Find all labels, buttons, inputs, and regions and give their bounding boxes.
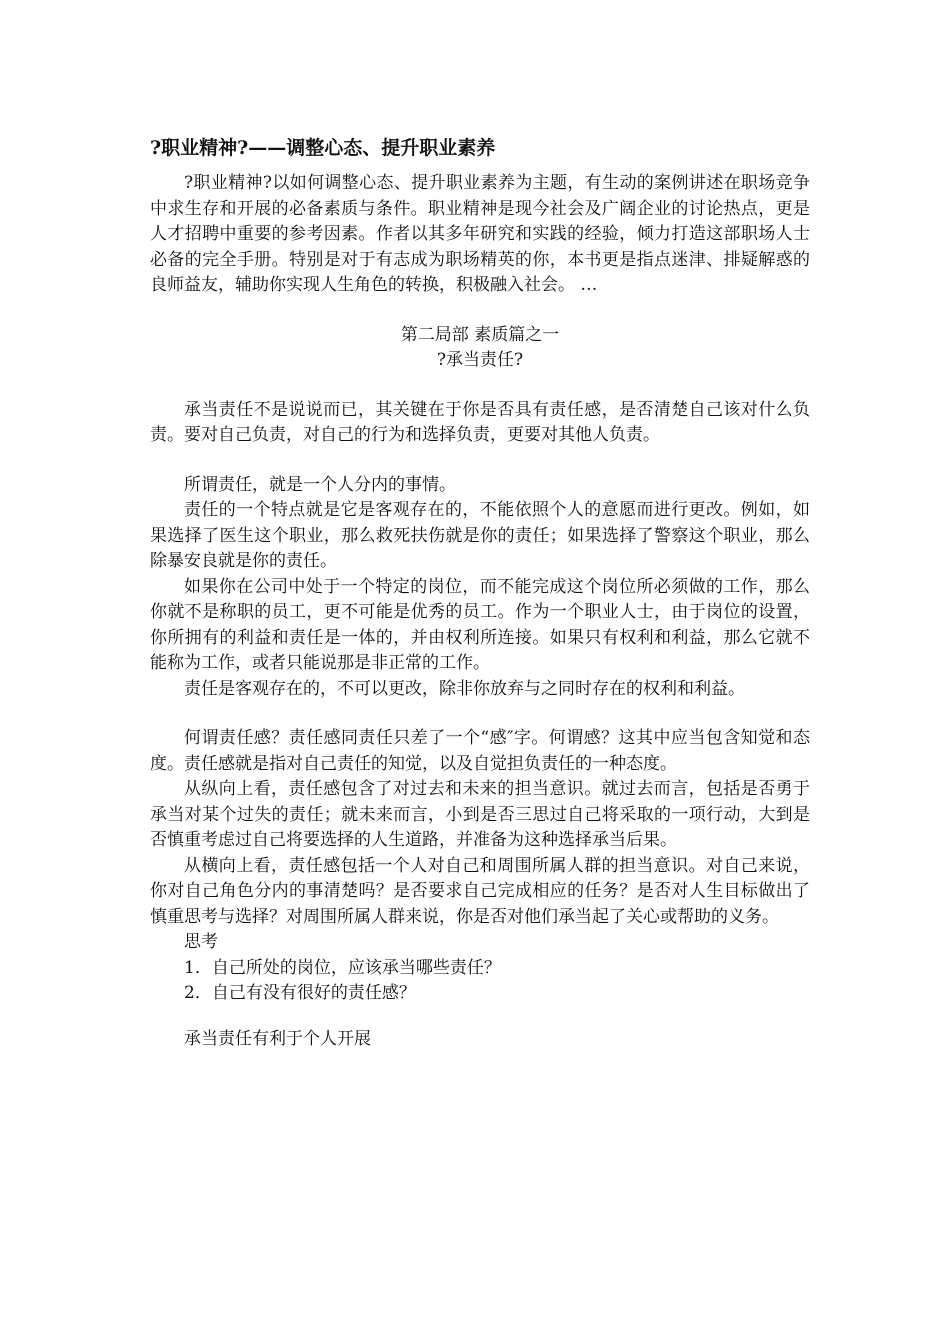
section-heading: 第二局部 素质篇之一: [400, 324, 560, 345]
document-title: ?职业精神?——调整心态、提升职业素养: [150, 137, 496, 159]
paragraph: 何谓责任感？责任感同责任只差了一个“感″字。何谓感？这其中应当包含知觉和态度。责任感就是指对自己责任的知觉，以及自觉担负责任的一种态度。: [150, 728, 810, 774]
question-item: 2．自己有没有很好的责任感？: [184, 983, 416, 1003]
paragraph: 责任的一个特点就是它是客观存在的，不能依照个人的意愿而进行更改。例如，如果选择了医生这个职业，那么救死扶伤就是你的责任；如果选择了警察这个职业，那么除暴安良就是你的责任。: [150, 500, 810, 571]
document-page: [150, 133, 810, 1052]
question-item: 1．自己所处的岗位，应该承当哪些责任？: [184, 957, 501, 978]
paragraph: 从纵向上看，责任感包含了对过去和未来的担当意识。就过去而言，包括是否勇于承当对某个过失的责任；就未来而言，小到是否三思过自己将采取的一项行动，大到是否慎重考虑过自己将要选择的人生道路，并准备为这种选择承当后果。: [150, 779, 810, 850]
paragraph: 从横向上看，责任感包括一个人对自己和周围所属人群的担当意识。对自己来说，你对自己角色分内的事清楚吗？是否要求自己完成相应的任务？是否对人生目标做出了慎重思考与选择？对周围所属人群来说，你是否对他们承当起了关心或帮助的义务。: [150, 855, 810, 927]
thinking-label: 思考: [184, 932, 218, 952]
section-subheading: ?承当责任?: [436, 350, 524, 370]
intro-paragraph: ?职业精神?以如何调整心态、提升职业素养为主题，有生动的案例讲述在职场竞争中求生存和开展的必备素质与条件。职业精神是现今社会及广阔企业的讨论热点，更是人才招聘中重要的参考因素。作者以其多年研究和实践的经验，倾力打造这部职场人士必备的完全手册。特别是对于有志成为职场精英的你，本书更是指点迷津、排疑解惑的良师益友，辅助你实现人生角色的转换，积极融入社会。 …: [150, 173, 810, 295]
paragraph: 责任是客观存在的，不可以更改，除非你放弃与之同时存在的权利和利益。: [184, 678, 745, 699]
paragraph: 如果你在公司中处于一个特定的岗位，而不能完成这个岗位所必须做的工作，那么你就不是称职的员工，更不可能是优秀的员工。作为一个职业人士，由于岗位的设置，你所拥有的利益和责任是一体的，并由权利所连接。如果只有权利和利益，那么它就不能称为工作，或者只能说那是非正常的工作。: [150, 576, 810, 673]
closing-heading: 承当责任有利于个人开展: [184, 1028, 371, 1049]
paragraph: 承当责任不是说说而已，其关键在于你是否具有责任感，是否清楚自己该对什么负责。要对自己负责，对自己的行为和选择负责，更要对其他人负责。: [150, 399, 810, 445]
paragraph: 所谓责任，就是一个人分内的事情。: [184, 474, 456, 495]
